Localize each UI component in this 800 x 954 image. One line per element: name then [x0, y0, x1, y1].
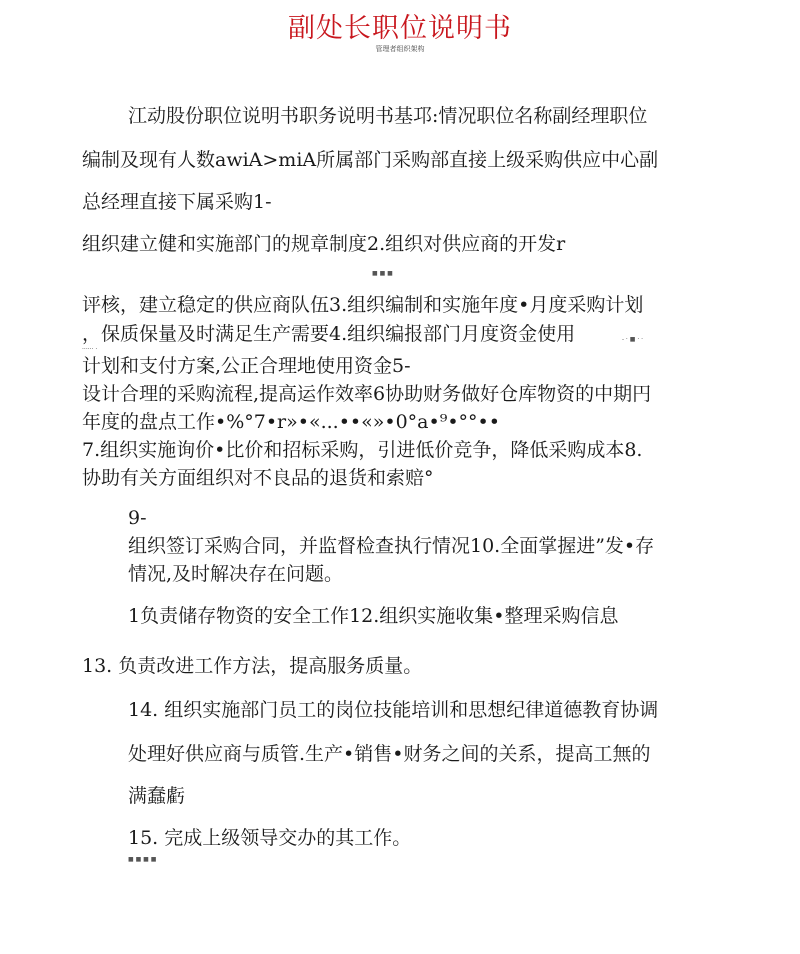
document-title: 副处长职位说明书: [288, 13, 512, 44]
body-line: 情况,及时解决存在问题。: [128, 563, 344, 585]
body-line: 总经理直接下属采购1-: [82, 191, 272, 213]
body-line: 9-: [128, 507, 147, 529]
body-line: 满蠢虧: [128, 785, 186, 807]
scan-artifact: - · ■ · ·: [622, 336, 644, 343]
body-line: 编制及现有人数awiA>miA所属部门采购部直接上级采购供应中心副: [82, 149, 659, 171]
document-subtitle: 管理者组织架构: [375, 45, 425, 53]
body-line: 处理好供应商与质管.生产•销售•财务之间的关系，提高工無的: [128, 743, 651, 765]
body-line: 年度的盘点工作•%°7•r»•«...••«»•0°a•⁹•°°••: [82, 411, 500, 433]
body-line: 1负责储存物资的安全工作12.组织实施收集•整理采购信息: [128, 605, 619, 627]
body-line: 江动股份职位说明书职务说明书基邛:情况职位名称副经理职位: [128, 105, 648, 127]
body-line: 组织建立健和实施部门的规章制度2.组织对供应商的开发r: [82, 233, 566, 255]
body-line: 设计合理的采购流程,提高运作效率6协助财务做好仓库物资的中期円: [82, 383, 652, 405]
scan-artifact: ■ ■ ■: [372, 270, 393, 277]
body-line: ，保质保量及时满足生产需要4.组织编报部门月度资金使用: [82, 323, 576, 345]
body-line: 计划和支付方案,公正合理地使用资金5-: [82, 355, 411, 377]
body-line: 14. 组织实施部门员工的岗位技能培训和思想纪律道德教育协调: [128, 699, 659, 721]
body-line: 7.组织实施询价•比价和招标采购，引进低价竞争，降低采购成本8.: [82, 439, 643, 461]
scan-artifact: ······ ·: [82, 346, 98, 353]
scan-artifact: ■ ■ ■ ■: [128, 856, 157, 863]
body-line: 13. 负责改进工作方法，提高服务质量。: [82, 655, 423, 677]
body-line: 15. 完成上级领导交办的其工作。: [128, 827, 412, 849]
body-line: 组织签订采购合同，并监督检查执行情况10.全面掌握进”发•存: [128, 535, 655, 557]
body-line: 协助有关方面组织对不良品的退货和索赔°: [82, 467, 434, 489]
body-line: 评核，建立稳定的供应商队伍3.组织编制和实施年度•月度采购计划: [82, 294, 644, 316]
